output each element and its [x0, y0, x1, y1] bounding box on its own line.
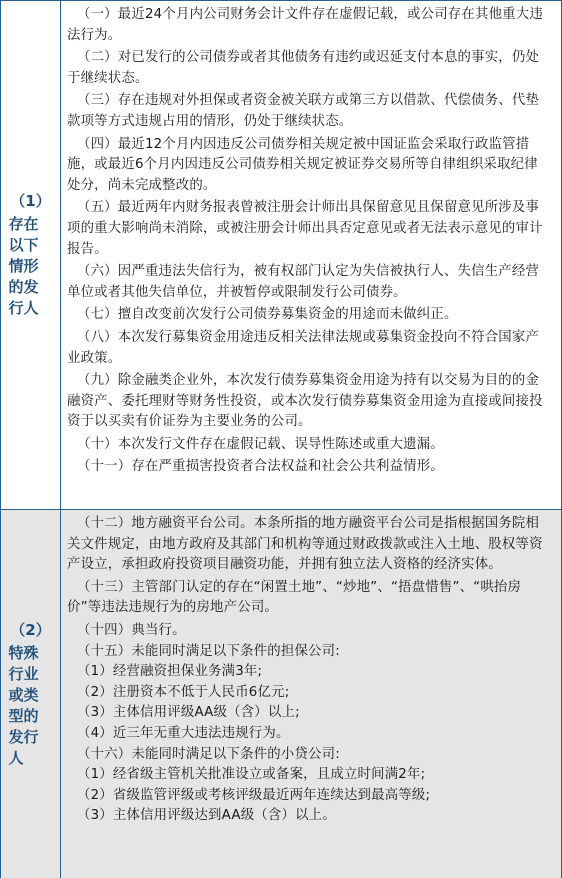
section-number: （2）: [10, 620, 51, 639]
list-item: （十六）未能同时满足以下条件的小贷公司:: [77, 746, 340, 762]
list-item: （3）主体信用评级达到AA级（含）以上。: [77, 808, 336, 824]
list-item: （六）因严重违法失信行为，被有权部门认定为失信被执行人、失信生产经营单位或者其他失信单位，并被暂停或限制发行公司债券。: [67, 264, 540, 300]
list-item: （2）注册资本不低于人民币6亿元;: [77, 684, 290, 700]
table-row-section-2: [1, 509, 561, 878]
row-content-section-2: [61, 510, 561, 827]
section-label: 特殊行业或类型的发行人: [8, 643, 39, 767]
list-item: （三）存在违规对外担保或者资金被关联方或第三方以借款、代偿债务、代垫款项等方式违规占用的情形，仍处于继续状态。: [67, 93, 540, 129]
list-item: （二）对已发行的公司债券或者其他债务有违约或迟延支付本息的事实，仍处于继续状态。: [67, 50, 540, 86]
list-item: （九）除金融类企业外，本次发行债券募集资金用途为持有以交易为目的的金融资产、委托理财等财务性投资，或本次发行债券募集资金用途为直接或间接投资于以买卖有价证券为主要业务的公司。: [67, 373, 543, 430]
list-item: （五）最近两年内财务报表曾被注册会计师出具保留意见且保留意见所涉及事项的重大影响尚未消除，或被注册会计师出具否定意见或者无法表示意见的审计报告。: [67, 200, 543, 257]
list-item: （十四）典当行。: [77, 622, 186, 638]
row-header-section-1: [1, 1, 61, 509]
list-item: （1）经省级主管机关批准设立或备案，且成立时间满2年;: [77, 767, 426, 783]
list-item: （十五）未能同时满足以下条件的担保公司:: [77, 643, 340, 659]
list-item: （1）经营融资担保业务满3年;: [77, 664, 263, 680]
list-item: （四）最近12个月内因违反公司债券相关规定被中国证监会采取行政监管措施，或最近6个月内因违反公司债券相关规定被证券交易所等自律组织采取纪律处分，尚未完成整改的。: [67, 136, 538, 193]
list-item: （一）最近24个月内公司财务会计文件存在虚假记载，或公司存在其他重大违法行为。: [67, 7, 543, 43]
list-item: （3）主体信用评级AA级（含）以上;: [77, 705, 300, 721]
list-item: （十二）地方融资平台公司。本条所指的地方融资平台公司是指根据国务院相关文件规定，由地方政府及其部门和机构等通过财政拨款或注入土地、股权等资产设立，承担政府投资项目融资功能，并拥有独立法人资格的经济实体。: [67, 516, 543, 573]
list-item: （十一）存在严重损害投资者合法权益和社会公共利益情形。: [77, 459, 444, 475]
list-item: （十三）主管部门认定的存在“闲置土地”、“炒地”、“捂盘惜售”、“哄抬房价”等违法违规行为的房地产公司。: [67, 579, 522, 616]
list-item: （七）擅自改变前次发行公司债券募集资金的用途而未做纠正。: [77, 307, 458, 323]
section-number: （1）: [10, 192, 51, 210]
list-item: （4）近三年无重大违法违规行为。: [77, 725, 290, 741]
list-item: （2）省级监管评级或考核评级最近两年连续达到最高等级;: [77, 787, 431, 803]
list-item: （十）本次发行文件存在虚假记载、误导性陈述或重大遗漏。: [77, 436, 444, 452]
section-label: 存在以下情形的发行人: [8, 215, 39, 317]
row-header-section-2: [1, 510, 61, 878]
table-row-section-1: [1, 1, 561, 509]
list-item: （八）本次发行募集资金用途违反相关法律法规或募集资金投向不符合国家产业政策。: [67, 329, 540, 366]
row-content-section-1: [61, 1, 561, 480]
